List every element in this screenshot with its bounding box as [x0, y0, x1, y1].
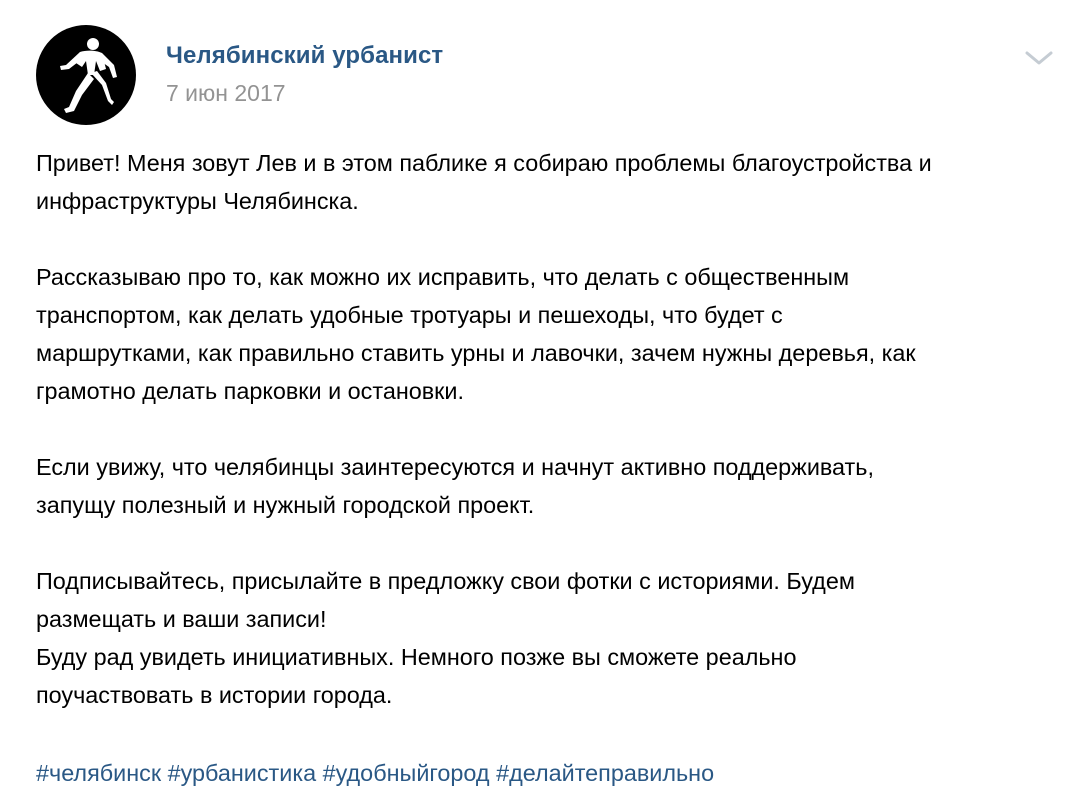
community-name-link[interactable]: Челябинский урбанист: [166, 42, 444, 69]
hashtag-link[interactable]: #урбанистика: [167, 760, 317, 786]
paragraph-gap: [36, 410, 1066, 448]
paragraph-gap: [36, 220, 1066, 258]
post-text-line: Если увижу, что челябинцы заинтересуются и начнут активно поддерживать,: [36, 454, 874, 480]
post-text-line: Рассказываю про то, как можно их исправить, что делать с общественным: [36, 264, 850, 290]
paragraph-gap: [36, 524, 1066, 562]
post-text-line: Привет! Меня зовут Лев и в этом паблике я собираю проблемы благоустройства и: [36, 150, 932, 176]
post-text-line: транспортом, как делать удобные тротуары и пешеходы, что будет с: [36, 302, 783, 328]
post-date-link[interactable]: 7 июн 2017: [166, 80, 286, 106]
post-text-line: Подписывайтесь, присылайте в предложку свои фотки с историями. Будем: [36, 568, 855, 594]
post-text-line: Буду рад увидеть инициативных. Немного позже вы сможете реально: [36, 644, 797, 670]
post-text-line: маршрутками, как правильно ставить урны и лавочки, зачем нужны деревья, как: [36, 340, 916, 366]
chevron-down-icon[interactable]: [1022, 47, 1056, 69]
post-text-line: поучаствовать в истории города.: [36, 682, 393, 708]
hashtag-link[interactable]: #удобныйгород: [322, 760, 490, 786]
hashtag-link[interactable]: #челябинск: [36, 760, 162, 786]
community-avatar[interactable]: [36, 25, 136, 125]
post-text-line: размещать и ваши записи!: [36, 606, 327, 632]
post-text-line: запущу полезный и нужный городской проект.: [36, 492, 535, 518]
runner-logo-icon: [36, 25, 136, 125]
post-text-line: инфраструктуры Челябинска.: [36, 188, 359, 214]
post-text-line: грамотно делать парковки и остановки.: [36, 378, 464, 404]
hashtag-link[interactable]: #делайтеправильно: [496, 760, 715, 786]
post-body: [36, 144, 1066, 714]
hashtag-list: [36, 754, 714, 792]
